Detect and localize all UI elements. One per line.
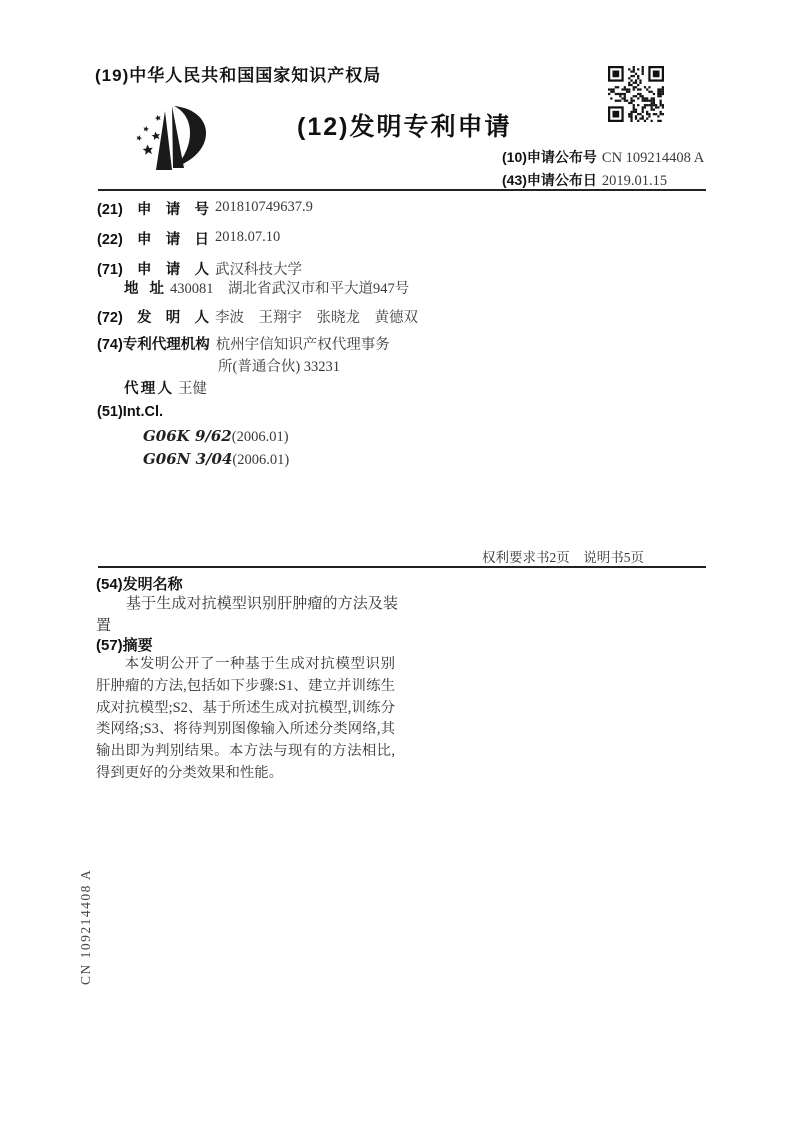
cnipa-emblem-icon bbox=[131, 104, 223, 178]
section-rule bbox=[98, 566, 706, 568]
int-cl-label: (51)Int.Cl. bbox=[97, 404, 164, 420]
vertical-publication-number: CN 109214408 A bbox=[78, 868, 93, 985]
field-agency-continued bbox=[218, 355, 340, 376]
document-type-title: (12)发明专利申请 bbox=[297, 113, 512, 141]
publication-date-line bbox=[502, 170, 667, 190]
header-rule bbox=[98, 189, 706, 191]
abstract-text: 本发明公开了一种基于生成对抗模型识别肝肿瘤的方法,包括如下步骤:S1、建立并训练生成对抗模型;S2、基于所述生成对抗模型,训练分类网络;S3、将待判别图像输入所述分类网络,其输出即为判别结果。本方法与现有的方法相比,得到更好的分类效果和性能。 bbox=[96, 656, 395, 781]
inventors-value: 李波 王翔宇 张晓龙 黄德双 bbox=[215, 310, 418, 326]
field-application-number bbox=[97, 198, 313, 219]
publication-date-label: (43)申请公布日 bbox=[502, 172, 597, 188]
applicant-value: 武汉科技大学 bbox=[215, 262, 302, 278]
invention-title-label: (54)发明名称 bbox=[96, 576, 183, 593]
field-filing-date bbox=[97, 228, 280, 249]
address-label: 地址 bbox=[124, 281, 164, 297]
publication-number-label: (10)申请公布号 bbox=[502, 149, 597, 165]
inventors-label: (72)发明人 bbox=[97, 310, 209, 326]
agent-value: 王健 bbox=[178, 381, 207, 397]
applicant-label: (71)申请人 bbox=[97, 262, 209, 278]
filing-date-value: 2018.07.10 bbox=[215, 229, 281, 245]
field-address bbox=[124, 277, 409, 298]
field-applicant bbox=[97, 258, 302, 279]
int-cl-entry bbox=[143, 427, 289, 446]
field-agent bbox=[124, 377, 207, 398]
ipc-version: (2006.01) bbox=[231, 429, 289, 445]
pages-count-info: 权利要求书2页 说明书5页 bbox=[482, 550, 644, 565]
agency-value-line2: 所(普通合伙) 33231 bbox=[218, 359, 341, 375]
publication-number-line bbox=[502, 147, 704, 167]
invention-title-text: 基于生成对抗模型识别肝肿瘤的方法及装置 bbox=[96, 596, 398, 634]
address-value: 430081 湖北省武汉市和平大道947号 bbox=[170, 281, 410, 297]
agent-label: 代理人 bbox=[124, 381, 172, 397]
publication-number-value: CN 109214408 A bbox=[601, 150, 705, 166]
ipc-version: (2006.01) bbox=[232, 452, 290, 468]
agency-label: (74)专利代理机构 bbox=[97, 337, 210, 353]
ipc-code: G06N 3/04 bbox=[143, 450, 233, 468]
field-inventors bbox=[97, 306, 418, 327]
application-number-value: 201810749637.9 bbox=[215, 199, 313, 215]
abstract-label: (57)摘要 bbox=[96, 637, 153, 654]
filing-date-label: (22)申请日 bbox=[97, 232, 209, 248]
application-number-label: (21)申请号 bbox=[97, 202, 209, 218]
agency-value-line1: 杭州宇信知识产权代理事务 bbox=[215, 337, 390, 353]
ipc-code: G06K 9/62 bbox=[143, 427, 232, 445]
qr-code-icon bbox=[608, 66, 664, 122]
field-int-cl bbox=[97, 404, 163, 422]
patent-office-name: (19)中华人民共和国国家知识产权局 bbox=[95, 66, 382, 85]
publication-date-value: 2019.01.15 bbox=[601, 173, 668, 189]
int-cl-entry bbox=[143, 450, 289, 469]
field-agency bbox=[97, 333, 390, 354]
